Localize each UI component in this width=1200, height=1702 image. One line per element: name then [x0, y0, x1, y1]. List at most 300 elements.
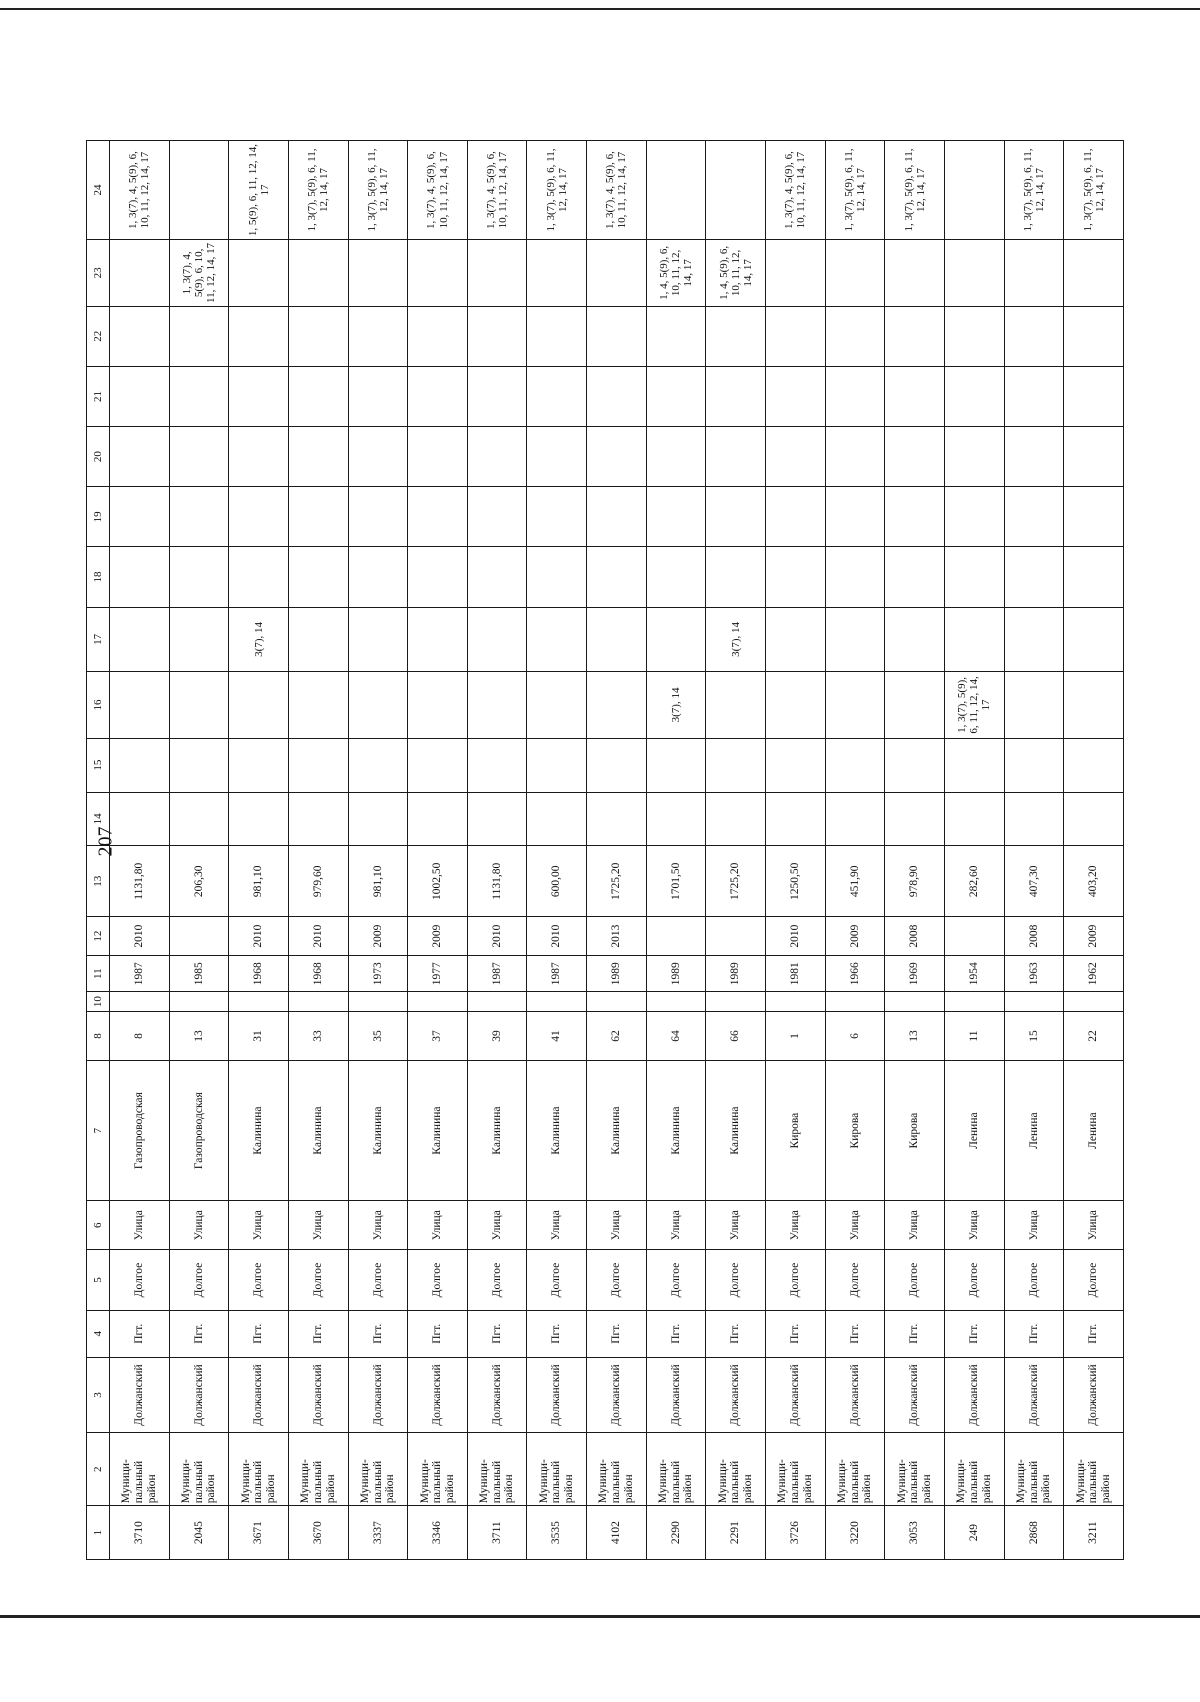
table-cell [110, 792, 170, 846]
table-cell [467, 992, 527, 1011]
table-cell [229, 240, 289, 307]
table-cell [1004, 366, 1064, 426]
table-cell: 1 [766, 1011, 826, 1060]
column-header: 20 [87, 427, 110, 487]
table-cell [825, 992, 885, 1011]
table-cell [706, 792, 766, 846]
table-cell: Улица [587, 1200, 647, 1249]
table-cell: Долгое [587, 1250, 647, 1310]
table-cell [169, 366, 229, 426]
table-cell [706, 141, 766, 240]
table-cell: 1987 [527, 955, 587, 992]
column-header: 12 [87, 917, 110, 956]
table-cell: 1, 4, 5(9), 6, 10, 11, 12, 14, 17 [646, 240, 706, 307]
table-cell: Муници-пальный район [229, 1433, 289, 1506]
table-cell: 1, 5(9), 6, 11, 12, 14, 17 [229, 141, 289, 240]
table-row [885, 141, 945, 1560]
table-cell: 2009 [1064, 917, 1124, 956]
table-cell [587, 240, 647, 307]
table-cell [1064, 306, 1124, 366]
table-cell [706, 547, 766, 607]
table-cell [348, 672, 408, 739]
table-cell: 2008 [885, 917, 945, 956]
table-cell [766, 366, 826, 426]
table-cell [288, 427, 348, 487]
table-cell [527, 738, 587, 792]
table-cell: 978,90 [885, 846, 945, 917]
table-cell [825, 487, 885, 547]
table-cell [587, 607, 647, 672]
table-cell: 1, 3(7), 5(9), 6, 11, 12, 14, 17 [1004, 141, 1064, 240]
table-cell: 2045 [169, 1506, 229, 1560]
table-cell [527, 792, 587, 846]
column-header: 11 [87, 955, 110, 992]
table-cell [348, 427, 408, 487]
table-cell: 1725,20 [587, 846, 647, 917]
table-cell: 2009 [408, 917, 468, 956]
table-cell [646, 141, 706, 240]
table-cell: Должанский [467, 1357, 527, 1432]
table-cell [229, 366, 289, 426]
table-row [527, 141, 587, 1560]
table-cell: 2010 [467, 917, 527, 956]
table-row [467, 141, 527, 1560]
column-header: 14 [87, 792, 110, 846]
table-cell [646, 992, 706, 1011]
table-cell: Муници-пальный район [1004, 1433, 1064, 1506]
table-cell [288, 306, 348, 366]
table-cell: Должанский [408, 1357, 468, 1432]
table-cell [527, 992, 587, 1011]
table-cell: 2010 [110, 917, 170, 956]
table-cell: 6 [825, 1011, 885, 1060]
table-cell: 1701,50 [646, 846, 706, 917]
table-cell: 1, 3(7), 5(9), 6, 11, 12, 14, 17 [825, 141, 885, 240]
table-cell: 15 [1004, 1011, 1064, 1060]
table-cell: 1968 [288, 955, 348, 992]
table-cell [527, 672, 587, 739]
column-header: 19 [87, 487, 110, 547]
table-cell: Ленина [1064, 1061, 1124, 1201]
table-cell: 1987 [467, 955, 527, 992]
table-cell [587, 306, 647, 366]
table-cell [408, 240, 468, 307]
table-cell [467, 547, 527, 607]
table-cell [527, 487, 587, 547]
table-cell: 3337 [348, 1506, 408, 1560]
table-cell: Должанский [587, 1357, 647, 1432]
table-row [646, 141, 706, 1560]
table-cell: 64 [646, 1011, 706, 1060]
table-cell: Пгт. [944, 1310, 1004, 1357]
table-cell [825, 366, 885, 426]
table-cell: 13 [169, 1011, 229, 1060]
table-cell [825, 240, 885, 307]
column-header: 18 [87, 547, 110, 607]
table-cell [288, 992, 348, 1011]
table-cell: 1989 [706, 955, 766, 992]
table-cell: 1989 [646, 955, 706, 992]
table-cell [169, 738, 229, 792]
table-cell: 1963 [1004, 955, 1064, 992]
table-cell: 1, 3(7), 4, 5(9), 6, 10, 11, 12, 14, 17 [587, 141, 647, 240]
table-cell [467, 607, 527, 672]
table-cell: Муници-пальный район [348, 1433, 408, 1506]
table-cell: Газопроводская [110, 1061, 170, 1201]
table-cell: 31 [229, 1011, 289, 1060]
table-cell [885, 992, 945, 1011]
table-cell: Улица [348, 1200, 408, 1249]
table-cell: 1250,50 [766, 846, 826, 917]
table-cell [408, 427, 468, 487]
table-cell [288, 607, 348, 672]
table-cell: Долгое [467, 1250, 527, 1310]
table-cell [646, 306, 706, 366]
table-cell [766, 240, 826, 307]
table-cell: Должанский [646, 1357, 706, 1432]
table-cell: 1, 3(7), 4, 5(9), 6, 10, 11, 12, 14, 17 [110, 141, 170, 240]
table-row [825, 141, 885, 1560]
table-cell: Пгт. [288, 1310, 348, 1357]
table-cell: Муници-пальный район [408, 1433, 468, 1506]
table-cell: Калинина [408, 1061, 468, 1201]
table-cell: Должанский [706, 1357, 766, 1432]
table-row [944, 141, 1004, 1560]
table-cell: Кирова [885, 1061, 945, 1201]
table-cell [1004, 427, 1064, 487]
table-cell [646, 487, 706, 547]
table-cell [766, 427, 826, 487]
column-header: 17 [87, 607, 110, 672]
table-cell: Муници-пальный район [467, 1433, 527, 1506]
table-cell [1004, 672, 1064, 739]
table-cell: 600,00 [527, 846, 587, 917]
table-cell: 979,60 [288, 846, 348, 917]
table-cell [706, 366, 766, 426]
table-cell: Долгое [646, 1250, 706, 1310]
table-cell: Долгое [825, 1250, 885, 1310]
registry-table-wrapper [86, 140, 1124, 1560]
table-cell [825, 607, 885, 672]
bottom-rule [0, 1615, 1200, 1618]
table-cell [885, 672, 945, 739]
table-cell: Улица [229, 1200, 289, 1249]
table-cell: Пгт. [1064, 1310, 1124, 1357]
table-cell [1064, 992, 1124, 1011]
table-cell: 33 [288, 1011, 348, 1060]
table-row [110, 141, 170, 1560]
table-cell: Калинина [467, 1061, 527, 1201]
table-cell: Муници-пальный район [288, 1433, 348, 1506]
table-cell: Долгое [1064, 1250, 1124, 1310]
table-cell: 3220 [825, 1506, 885, 1560]
table-cell: 1131,80 [467, 846, 527, 917]
table-cell: Должанский [527, 1357, 587, 1432]
table-cell: Улица [885, 1200, 945, 1249]
table-cell: 981,10 [348, 846, 408, 917]
table-cell [348, 547, 408, 607]
table-cell [885, 487, 945, 547]
table-cell: Пгт. [169, 1310, 229, 1357]
table-cell: 206,30 [169, 846, 229, 917]
table-row [348, 141, 408, 1560]
table-cell: 1, 3(7), 4, 5(9), 6, 10, 11, 12, 14, 17 [766, 141, 826, 240]
table-cell [169, 306, 229, 366]
table-cell [348, 487, 408, 547]
table-cell: 3(7), 14 [706, 607, 766, 672]
table-cell: 3(7), 14 [229, 607, 289, 672]
table-cell [1004, 240, 1064, 307]
table-cell: 62 [587, 1011, 647, 1060]
table-cell [766, 487, 826, 547]
table-cell: Муници-пальный район [885, 1433, 945, 1506]
table-cell: 403,20 [1064, 846, 1124, 917]
table-cell: 22 [1064, 1011, 1124, 1060]
table-cell [467, 366, 527, 426]
table-cell [467, 792, 527, 846]
table-cell: Муници-пальный район [944, 1433, 1004, 1506]
table-cell: Должанский [169, 1357, 229, 1432]
table-cell: 1, 3(7), 4, 5(9), 6, 10, 11, 12, 14, 17 [408, 141, 468, 240]
table-cell: Улица [706, 1200, 766, 1249]
table-cell [1064, 792, 1124, 846]
table-cell: 2290 [646, 1506, 706, 1560]
table-cell: Долгое [348, 1250, 408, 1310]
table-cell [408, 366, 468, 426]
table-cell: Пгт. [646, 1310, 706, 1357]
table-cell: Пгт. [1004, 1310, 1064, 1357]
table-cell: Должанский [110, 1357, 170, 1432]
table-cell [1064, 240, 1124, 307]
table-row [1004, 141, 1064, 1560]
table-cell: 1, 3(7), 5(9), 6, 11, 12, 14, 17 [944, 672, 1004, 739]
table-cell: 2291 [706, 1506, 766, 1560]
table-cell: 3(7), 14 [646, 672, 706, 739]
table-cell [110, 366, 170, 426]
table-cell: 2010 [229, 917, 289, 956]
table-cell [467, 427, 527, 487]
table-cell: 1981 [766, 955, 826, 992]
table-cell [1064, 487, 1124, 547]
table-cell [944, 240, 1004, 307]
table-cell: Пгт. [408, 1310, 468, 1357]
table-cell: Долгое [408, 1250, 468, 1310]
table-cell [467, 487, 527, 547]
table-row [587, 141, 647, 1560]
table-cell: 249 [944, 1506, 1004, 1560]
table-cell [348, 607, 408, 672]
table-cell: Улица [944, 1200, 1004, 1249]
table-cell [408, 672, 468, 739]
table-cell [1064, 366, 1124, 426]
table-cell: 1989 [587, 955, 647, 992]
table-cell: 3346 [408, 1506, 468, 1560]
table-cell [527, 366, 587, 426]
table-cell: 1987 [110, 955, 170, 992]
table-cell: 2010 [288, 917, 348, 956]
table-cell [408, 738, 468, 792]
table-cell: Долгое [110, 1250, 170, 1310]
table-cell: 2868 [1004, 1506, 1064, 1560]
table-cell [825, 427, 885, 487]
table-cell [766, 738, 826, 792]
table-cell [110, 547, 170, 607]
table-cell: Ленина [944, 1061, 1004, 1201]
table-cell [229, 672, 289, 739]
table-cell: 41 [527, 1011, 587, 1060]
table-cell: Должанский [288, 1357, 348, 1432]
table-cell [706, 992, 766, 1011]
table-row [169, 141, 229, 1560]
table-cell [885, 306, 945, 366]
table-cell [169, 992, 229, 1011]
table-cell [587, 366, 647, 426]
table-cell: 1725,20 [706, 846, 766, 917]
table-cell: Должанский [825, 1357, 885, 1432]
table-cell [587, 738, 647, 792]
table-cell [706, 738, 766, 792]
table-cell [885, 240, 945, 307]
table-cell: Должанский [766, 1357, 826, 1432]
table-cell [169, 487, 229, 547]
table-cell: Долгое [706, 1250, 766, 1310]
table-cell: 13 [885, 1011, 945, 1060]
table-cell: Муници-пальный район [706, 1433, 766, 1506]
table-cell: 451,90 [825, 846, 885, 917]
table-cell: 1131,80 [110, 846, 170, 917]
table-cell [766, 607, 826, 672]
table-cell [944, 992, 1004, 1011]
table-cell [348, 738, 408, 792]
table-cell: 1969 [885, 955, 945, 992]
table-cell [169, 547, 229, 607]
table-cell [587, 672, 647, 739]
table-cell [1064, 738, 1124, 792]
table-cell: Должанский [885, 1357, 945, 1432]
column-header: 7 [87, 1061, 110, 1201]
column-header: 5 [87, 1250, 110, 1310]
table-cell: Долгое [169, 1250, 229, 1310]
table-cell: 1973 [348, 955, 408, 992]
table-cell: 1, 3(7), 5(9), 6, 11, 12, 14, 17 [885, 141, 945, 240]
table-cell: Пгт. [229, 1310, 289, 1357]
table-cell [110, 487, 170, 547]
table-cell: Газопроводская [169, 1061, 229, 1201]
table-cell [646, 607, 706, 672]
table-cell: 1, 3(7), 4, 5(9), 6, 10, 11, 12, 14, 17 [467, 141, 527, 240]
table-cell [467, 738, 527, 792]
table-cell: Кирова [766, 1061, 826, 1201]
table-cell [169, 792, 229, 846]
table-cell [1064, 547, 1124, 607]
column-header: 10 [87, 992, 110, 1011]
table-cell [110, 607, 170, 672]
table-cell: 1968 [229, 955, 289, 992]
table-cell: Муници-пальный район [646, 1433, 706, 1506]
top-rule [0, 8, 1200, 10]
table-cell [408, 992, 468, 1011]
table-cell [944, 738, 1004, 792]
table-cell: Улица [288, 1200, 348, 1249]
table-cell: 2008 [1004, 917, 1064, 956]
table-cell [646, 366, 706, 426]
table-cell: Улица [1004, 1200, 1064, 1249]
table-cell [944, 917, 1004, 956]
table-cell: Пгт. [110, 1310, 170, 1357]
table-cell [1064, 607, 1124, 672]
table-cell [229, 547, 289, 607]
table-cell [646, 547, 706, 607]
table-cell: 2009 [825, 917, 885, 956]
table-cell [467, 672, 527, 739]
table-cell [288, 487, 348, 547]
table-cell [587, 547, 647, 607]
table-row [229, 141, 289, 1560]
table-cell: Улица [646, 1200, 706, 1249]
table-cell: Муници-пальный район [169, 1433, 229, 1506]
table-cell: Долгое [944, 1250, 1004, 1310]
table-cell [646, 917, 706, 956]
table-cell [944, 427, 1004, 487]
table-cell [825, 306, 885, 366]
table-cell [587, 427, 647, 487]
table-cell [288, 738, 348, 792]
table-cell: 2013 [587, 917, 647, 956]
table-cell: 3726 [766, 1506, 826, 1560]
table-cell [706, 917, 766, 956]
table-cell: Улица [1064, 1200, 1124, 1249]
table-cell [944, 141, 1004, 240]
table-cell [169, 607, 229, 672]
table-cell: Муници-пальный район [825, 1433, 885, 1506]
table-cell: 282,60 [944, 846, 1004, 917]
table-cell: 37 [408, 1011, 468, 1060]
table-cell: Калинина [587, 1061, 647, 1201]
table-cell: Калинина [646, 1061, 706, 1201]
table-cell: Калинина [348, 1061, 408, 1201]
table-cell [706, 427, 766, 487]
table-cell [169, 141, 229, 240]
table-cell [885, 427, 945, 487]
table-cell [944, 547, 1004, 607]
table-cell: Долгое [229, 1250, 289, 1310]
table-cell [885, 607, 945, 672]
table-cell [944, 792, 1004, 846]
table-cell [229, 427, 289, 487]
table-cell [229, 792, 289, 846]
table-cell [527, 607, 587, 672]
table-cell [766, 672, 826, 739]
table-cell: Должанский [229, 1357, 289, 1432]
table-cell [587, 487, 647, 547]
table-cell [408, 306, 468, 366]
table-cell [348, 306, 408, 366]
table-cell [766, 306, 826, 366]
table-cell: 3671 [229, 1506, 289, 1560]
table-row [706, 141, 766, 1560]
table-cell: 3535 [527, 1506, 587, 1560]
table-cell [1064, 427, 1124, 487]
table-cell: Муници-пальный район [766, 1433, 826, 1506]
table-cell [766, 992, 826, 1011]
table-cell: Муници-пальный район [110, 1433, 170, 1506]
table-cell [229, 992, 289, 1011]
table-cell: Муници-пальный район [1064, 1433, 1124, 1506]
table-cell [110, 427, 170, 487]
table-cell [169, 672, 229, 739]
table-cell [1004, 306, 1064, 366]
table-cell: Калинина [527, 1061, 587, 1201]
